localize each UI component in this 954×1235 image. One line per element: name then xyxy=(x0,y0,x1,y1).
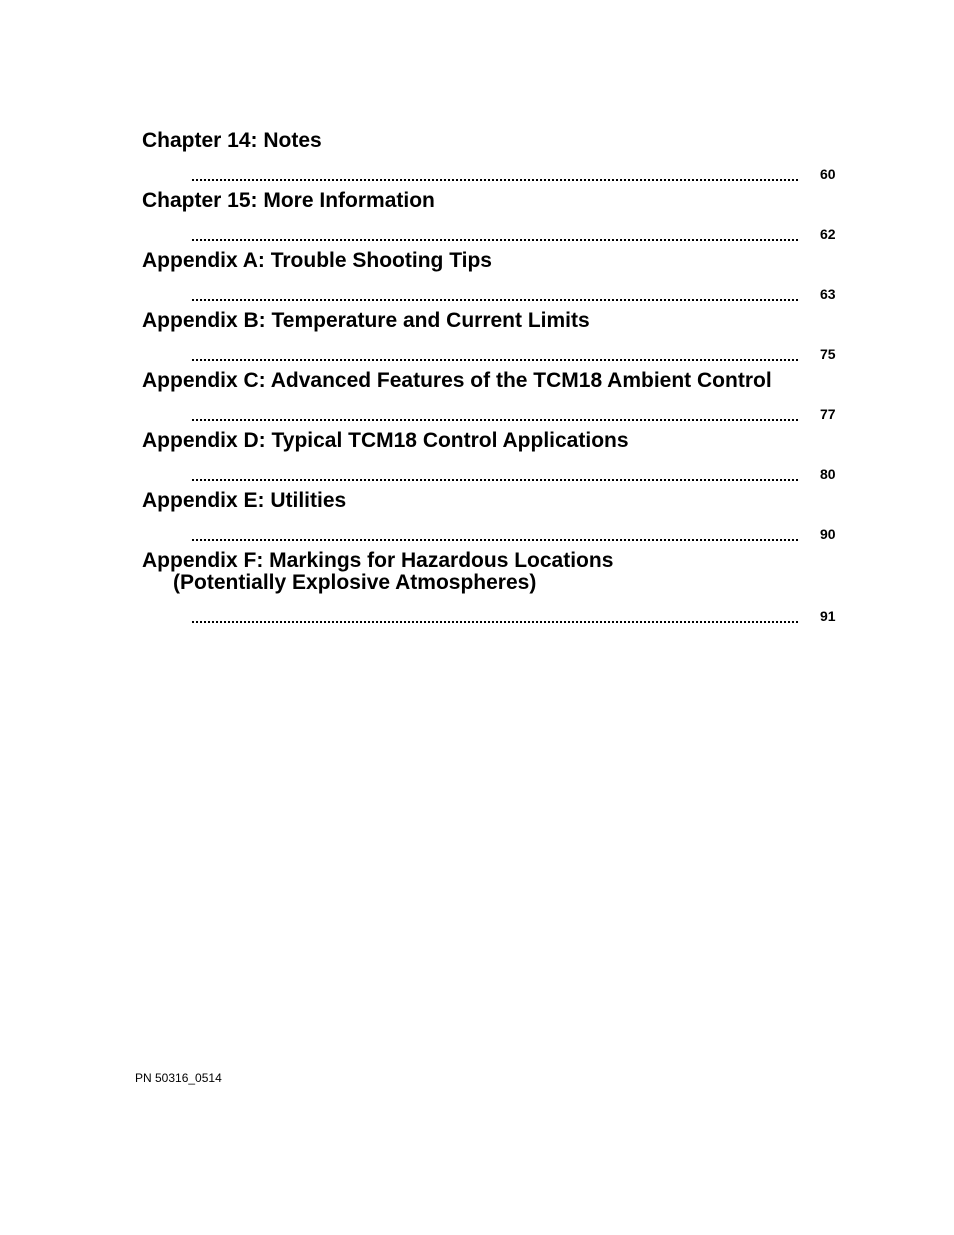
toc-entry-appendix-e[interactable] xyxy=(142,490,842,550)
dot-leader xyxy=(192,179,798,181)
toc-leader-row xyxy=(142,152,842,190)
toc-page-number: 77 xyxy=(820,406,836,422)
toc-page-number: 60 xyxy=(820,166,836,182)
dot-leader xyxy=(192,419,798,421)
toc-entry-title xyxy=(142,550,842,594)
toc-entry-appendix-b[interactable] xyxy=(142,310,842,370)
toc-leader-row xyxy=(142,512,842,550)
table-of-contents xyxy=(142,130,842,632)
toc-entry-appendix-a[interactable] xyxy=(142,250,842,310)
toc-leader-row xyxy=(142,272,842,310)
toc-leader-row xyxy=(142,594,842,632)
toc-entry-title: Appendix B: Temperature and Current Limits xyxy=(142,309,590,332)
toc-entry-title-line1: Appendix F: Markings for Hazardous Locations xyxy=(142,549,614,572)
toc-entry-appendix-f[interactable] xyxy=(142,550,842,632)
dot-leader xyxy=(192,539,798,541)
toc-page-number: 63 xyxy=(820,286,836,302)
toc-entry-appendix-d[interactable] xyxy=(142,430,842,490)
toc-entry-title: Appendix A: Trouble Shooting Tips xyxy=(142,249,492,272)
toc-leader-row xyxy=(142,212,842,250)
dot-leader xyxy=(192,359,798,361)
toc-page-number: 62 xyxy=(820,226,836,242)
toc-entry-title: Appendix E: Utilities xyxy=(142,489,347,512)
dot-leader xyxy=(192,479,798,481)
toc-entry-title: Chapter 14: Notes xyxy=(142,129,322,152)
dot-leader xyxy=(192,239,798,241)
toc-leader-row xyxy=(142,392,842,430)
toc-page-number: 91 xyxy=(820,608,836,624)
toc-leader-row xyxy=(142,452,842,490)
toc-entry-appendix-c[interactable] xyxy=(142,370,842,430)
footer-part-number: PN 50316_0514 xyxy=(135,1071,222,1085)
toc-leader-row xyxy=(142,332,842,370)
dot-leader xyxy=(192,299,798,301)
toc-entry-chapter-15[interactable] xyxy=(142,190,842,250)
toc-entry-title: Appendix D: Typical TCM18 Control Applications xyxy=(142,429,629,452)
toc-entry-chapter-14[interactable] xyxy=(142,130,842,190)
toc-page-number: 75 xyxy=(820,346,836,362)
toc-page-number: 90 xyxy=(820,526,836,542)
toc-entry-title-line2: (Potentially Explosive Atmospheres) xyxy=(173,571,537,594)
dot-leader xyxy=(192,621,798,623)
toc-page-number: 80 xyxy=(820,466,836,482)
toc-entry-title: Chapter 15: More Information xyxy=(142,189,435,212)
toc-entry-title: Appendix C: Advanced Features of the TCM18 Ambient Control xyxy=(142,369,772,392)
